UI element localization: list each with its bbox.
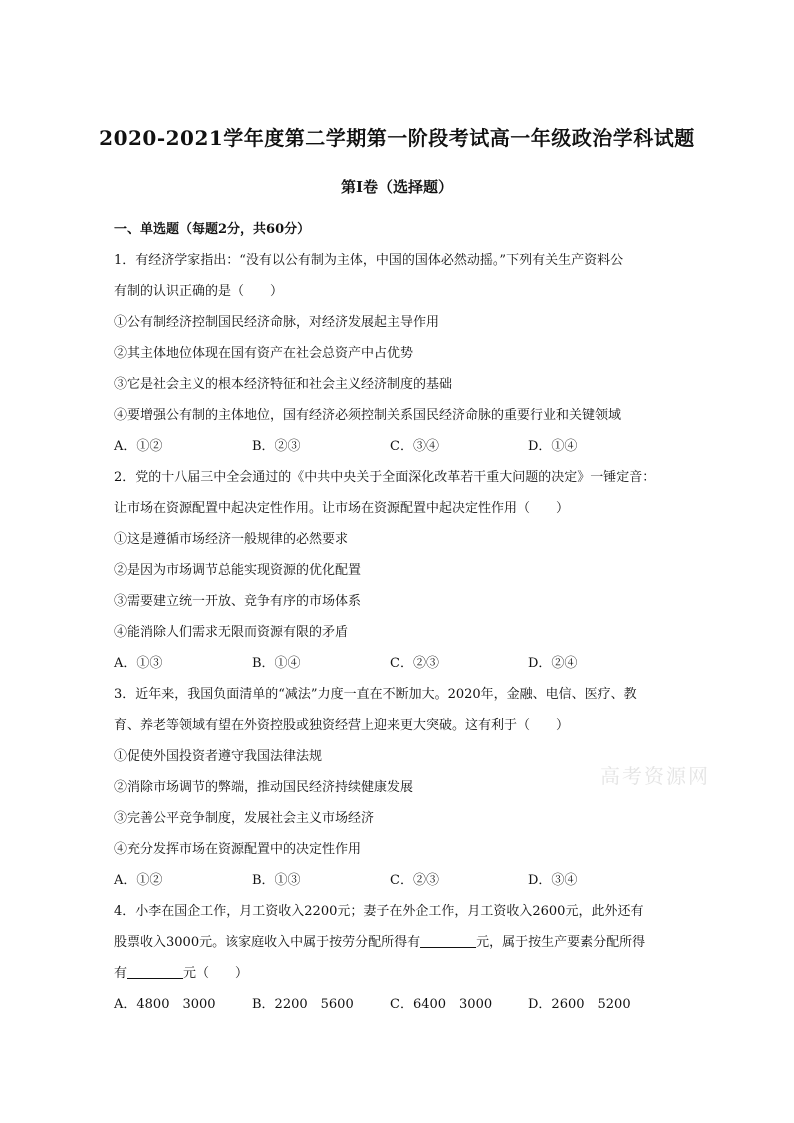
answer-blank[interactable] bbox=[420, 932, 476, 948]
answer-options bbox=[114, 431, 684, 462]
option-c[interactable]: C．②③ bbox=[390, 656, 439, 671]
stem-text: 有 bbox=[114, 966, 128, 981]
statement-item: ③完善公平竞争制度，发展社会主义市场经济 bbox=[114, 811, 375, 826]
question-stem-line: 有制的认识正确的是（ ） bbox=[114, 284, 284, 299]
option-a[interactable]: A．4800 3000 bbox=[114, 997, 216, 1012]
paper-part-title: 第Ⅰ卷（选择题） bbox=[340, 178, 454, 196]
question-stem-line bbox=[114, 927, 684, 958]
statement-item: ①公有制经济控制国民经济命脉，对经济发展起主导作用 bbox=[114, 315, 440, 330]
question-stem-line: 让市场在资源配置中起决定性作用。让市场在资源配置中起决定性作用（ ） bbox=[114, 501, 570, 516]
option-b[interactable]: B．②③ bbox=[252, 439, 301, 454]
watermark: 高考资源网 bbox=[600, 764, 710, 788]
answer-blank[interactable] bbox=[127, 963, 183, 979]
option-c[interactable]: C．6400 3000 bbox=[390, 997, 493, 1012]
statement-item: ②是因为市场调节总能实现资源的优化配置 bbox=[114, 563, 362, 578]
answer-options bbox=[114, 648, 684, 679]
option-d[interactable]: D．②④ bbox=[528, 656, 578, 671]
statement-item: ②消除市场调节的弊端，推动国民经济持续健康发展 bbox=[114, 780, 414, 795]
question-stem-line: 3．近年来，我国负面清单的“减法”力度一直在不断加大。2020年，金融、电信、医疗、教 bbox=[114, 687, 637, 702]
option-b[interactable]: B．①③ bbox=[252, 873, 301, 888]
question-stem-line bbox=[114, 958, 684, 989]
question-content bbox=[114, 214, 684, 1020]
statement-item: ②其主体地位体现在国有资产在社会总资产中占优势 bbox=[114, 346, 414, 361]
option-c[interactable]: C．③④ bbox=[390, 439, 439, 454]
option-d[interactable]: D．①④ bbox=[528, 439, 578, 454]
statement-item: ④要增强公有制的主体地位，国有经济必须控制关系国民经济命脉的重要行业和关键领域 bbox=[114, 408, 622, 423]
question-2 bbox=[114, 462, 684, 679]
option-b[interactable]: B．①④ bbox=[252, 656, 301, 671]
option-a[interactable]: A．①② bbox=[114, 873, 163, 888]
statement-item: ③它是社会主义的根本经济特征和社会主义经济制度的基础 bbox=[114, 377, 453, 392]
stem-text: 股票收入3000元。该家庭收入中属于按劳分配所得有 bbox=[114, 935, 421, 950]
question-stem-line: 育、养老等领域有望在外资控股或独资经营上迎来更大突破。这有利于（ ） bbox=[114, 718, 570, 733]
stem-text: 元，属于按生产要素分配所得 bbox=[476, 935, 646, 950]
statement-item: ③需要建立统一开放、竞争有序的市场体系 bbox=[114, 594, 362, 609]
option-a[interactable]: A．①③ bbox=[114, 656, 163, 671]
option-d[interactable]: D．2600 5200 bbox=[528, 997, 631, 1012]
question-1 bbox=[114, 245, 684, 462]
statement-item: ①这是遵循市场经济一般规律的必然要求 bbox=[114, 532, 349, 547]
option-b[interactable]: B．2200 5600 bbox=[252, 997, 354, 1012]
option-d[interactable]: D．③④ bbox=[528, 873, 578, 888]
question-4 bbox=[114, 896, 684, 1020]
statement-item: ④充分发挥市场在资源配置中的决定性作用 bbox=[114, 842, 362, 857]
option-c[interactable]: C．②③ bbox=[390, 873, 439, 888]
statement-item: ④能消除人们需求无限而资源有限的矛盾 bbox=[114, 625, 349, 640]
question-stem-line: 1．有经济学家指出：“没有以公有制为主体，中国的国体必然动摇。”下列有关生产资料公 bbox=[114, 253, 624, 268]
answer-options bbox=[114, 989, 684, 1020]
answer-options bbox=[114, 865, 684, 896]
option-a[interactable]: A．①② bbox=[114, 439, 163, 454]
question-3 bbox=[114, 679, 684, 896]
section-heading: 一、单选题（每题2分，共60分） bbox=[114, 222, 311, 237]
stem-text: 元（ ） bbox=[183, 966, 249, 981]
question-stem-line: 4．小李在国企工作，月工资收入2200元；妻子在外企工作，月工资收入2600元，此外还有 bbox=[114, 904, 644, 919]
exam-title: 2020-2021学年度第二学期第一阶段考试高一年级政治学科试题 bbox=[99, 126, 695, 150]
statement-item: ①促使外国投资者遵守我国法律法规 bbox=[114, 749, 323, 764]
question-stem-line: 2．党的十八届三中全会通过的《中共中央关于全面深化改革若干重大问题的决定》一锤定音： bbox=[114, 470, 656, 485]
